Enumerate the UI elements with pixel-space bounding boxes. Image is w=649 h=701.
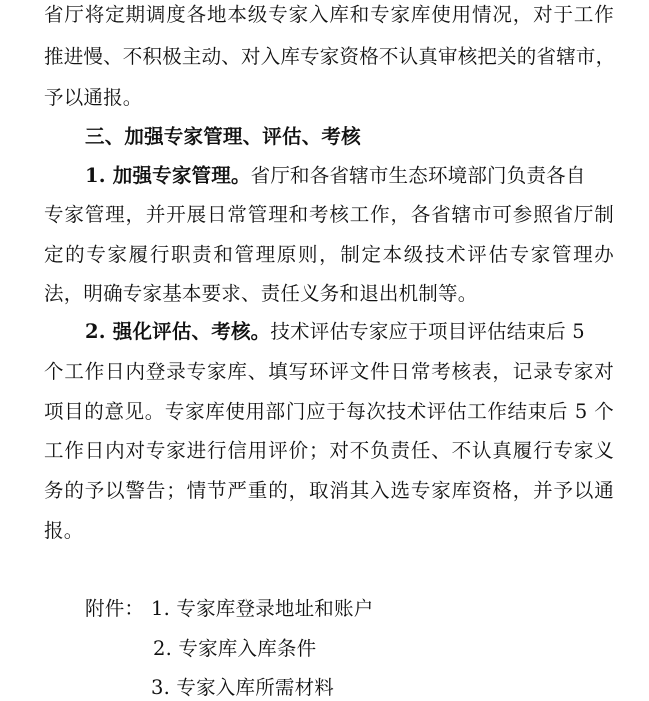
paragraph-line: 项目的意见。专家库使用部门应于每次技术评估工作结束后 5 个 (44, 400, 614, 423)
item1-label: 1. 加强专家管理。 (85, 164, 251, 187)
paragraph-line: 省厅将定期调度各地本级专家入库和专家库使用情况，对于工作 (44, 3, 614, 26)
paragraph-line: 定的专家履行职责和管理原则，制定本级技术评估专家管理办 (44, 243, 614, 266)
paragraph-line: 推进慢、不积极主动、对入库专家资格不认真审核把关的省辖市， (44, 45, 616, 68)
paragraph-line: 予以通报。 (44, 86, 143, 109)
item1-text: 省厅和各省辖市生态环境部门负责各自 (250, 164, 586, 187)
paragraph-line: 工作日内对专家进行信用评价；对不负责任、不认真履行专家义 (44, 439, 614, 462)
paragraph-line: 报。 (44, 519, 84, 542)
section-heading: 三、加强专家管理、评估、考核 (85, 125, 361, 148)
item1-first-line (85, 163, 586, 189)
paragraph-line: 务的予以警告；情节严重的，取消其入选专家库资格，并予以通 (44, 479, 614, 502)
paragraph-line: 法，明确专家基本要求、责任义务和退出机制等。 (44, 282, 478, 305)
paragraph-line: 专家管理，并开展日常管理和考核工作，各省辖市可参照省厅制 (44, 203, 614, 226)
attachment-item: 2. 专家库入库条件 (153, 637, 317, 660)
paragraph-line: 个工作日内登录专家库、填写环评文件日常考核表，记录专家对 (44, 360, 614, 383)
attachment-item: 3. 专家入库所需材料 (151, 676, 335, 699)
item2-label: 2. 强化评估、考核。 (85, 320, 271, 343)
attachment-item: 1. 专家库登录地址和账户 (151, 597, 374, 620)
item2-first-line (85, 319, 585, 345)
item2-text: 技术评估专家应于项目评估结束后 5 (270, 320, 585, 343)
attachments-label: 附件： (85, 597, 145, 620)
